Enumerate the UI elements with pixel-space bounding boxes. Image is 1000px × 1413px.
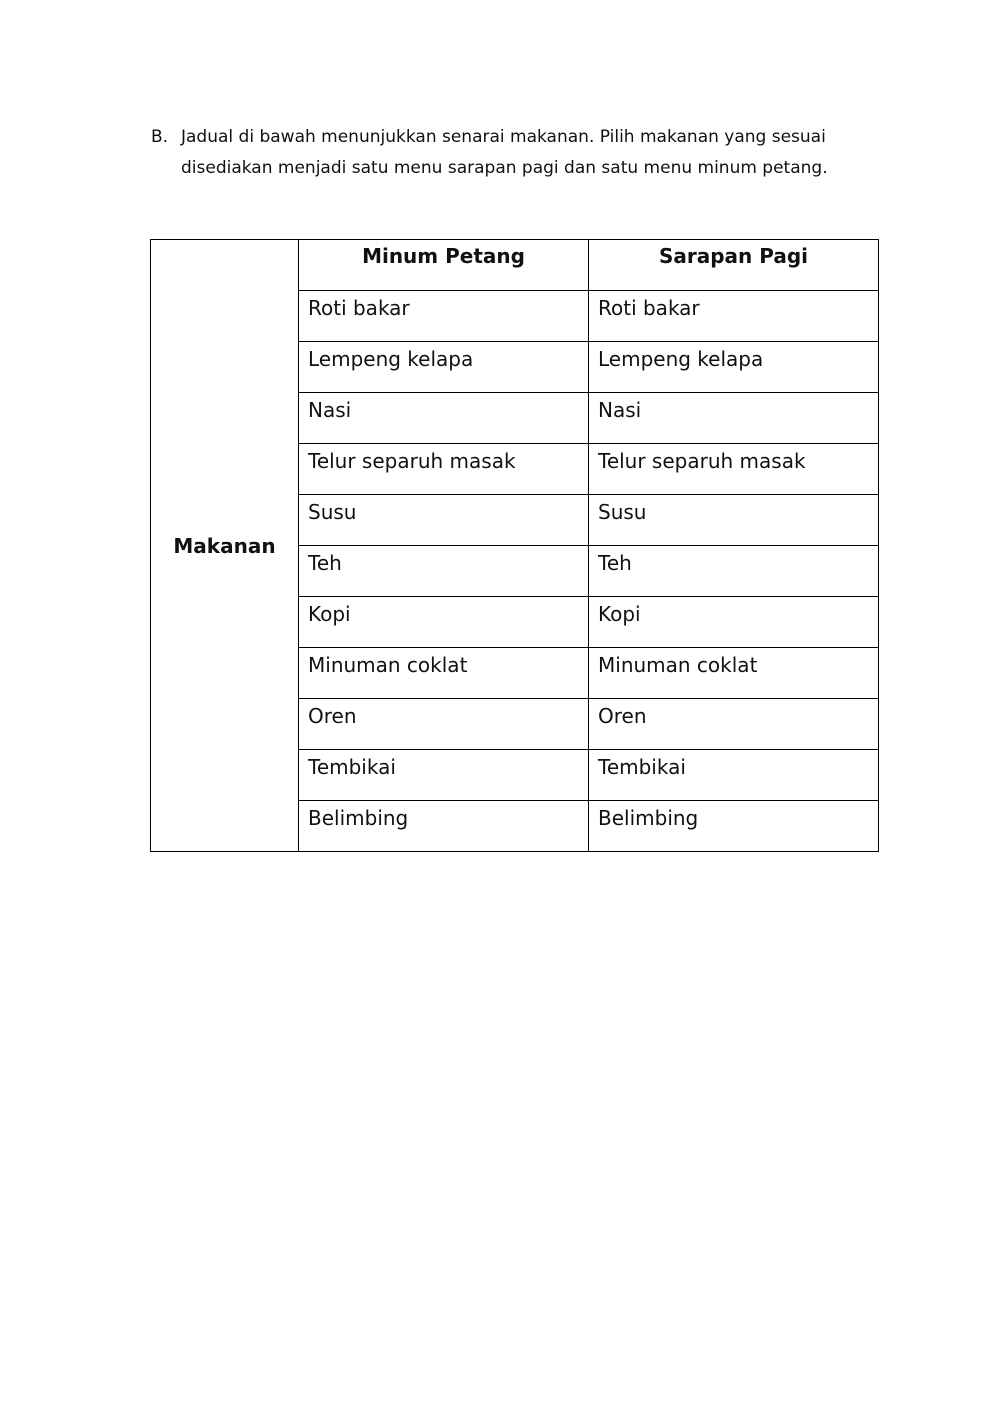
minum-petang-item[interactable]: Telur separuh masak: [299, 444, 589, 495]
minum-petang-item[interactable]: Teh: [299, 546, 589, 597]
sarapan-pagi-item[interactable]: Kopi: [589, 597, 879, 648]
sarapan-pagi-item[interactable]: Telur separuh masak: [589, 444, 879, 495]
question-letter: B.: [151, 127, 169, 147]
row-header-makanan: Makanan: [151, 240, 299, 852]
sarapan-pagi-item[interactable]: Lempeng kelapa: [589, 342, 879, 393]
food-table: [150, 239, 879, 852]
table-header-row: [151, 240, 879, 291]
minum-petang-item[interactable]: Roti bakar: [299, 291, 589, 342]
sarapan-pagi-item[interactable]: Nasi: [589, 393, 879, 444]
minum-petang-item[interactable]: Nasi: [299, 393, 589, 444]
minum-petang-item[interactable]: Lempeng kelapa: [299, 342, 589, 393]
sarapan-pagi-item[interactable]: Minuman coklat: [589, 648, 879, 699]
question-text: Jadual di bawah menunjukkan senarai makanan. Pilih makanan yang sesuai disediakan menjadi satu menu sarapan pagi dan satu menu minum petang.: [181, 127, 828, 178]
sarapan-pagi-item[interactable]: Belimbing: [589, 801, 879, 852]
sarapan-pagi-item[interactable]: Tembikai: [589, 750, 879, 801]
minum-petang-item[interactable]: Minuman coklat: [299, 648, 589, 699]
question-instruction: [151, 122, 881, 184]
column-header-minum-petang: Minum Petang: [299, 240, 589, 291]
minum-petang-item[interactable]: Susu: [299, 495, 589, 546]
sarapan-pagi-item[interactable]: Susu: [589, 495, 879, 546]
minum-petang-item[interactable]: Kopi: [299, 597, 589, 648]
minum-petang-item[interactable]: Tembikai: [299, 750, 589, 801]
column-header-sarapan-pagi: Sarapan Pagi: [589, 240, 879, 291]
minum-petang-item[interactable]: Belimbing: [299, 801, 589, 852]
sarapan-pagi-item[interactable]: Oren: [589, 699, 879, 750]
sarapan-pagi-item[interactable]: Roti bakar: [589, 291, 879, 342]
minum-petang-item[interactable]: Oren: [299, 699, 589, 750]
sarapan-pagi-item[interactable]: Teh: [589, 546, 879, 597]
